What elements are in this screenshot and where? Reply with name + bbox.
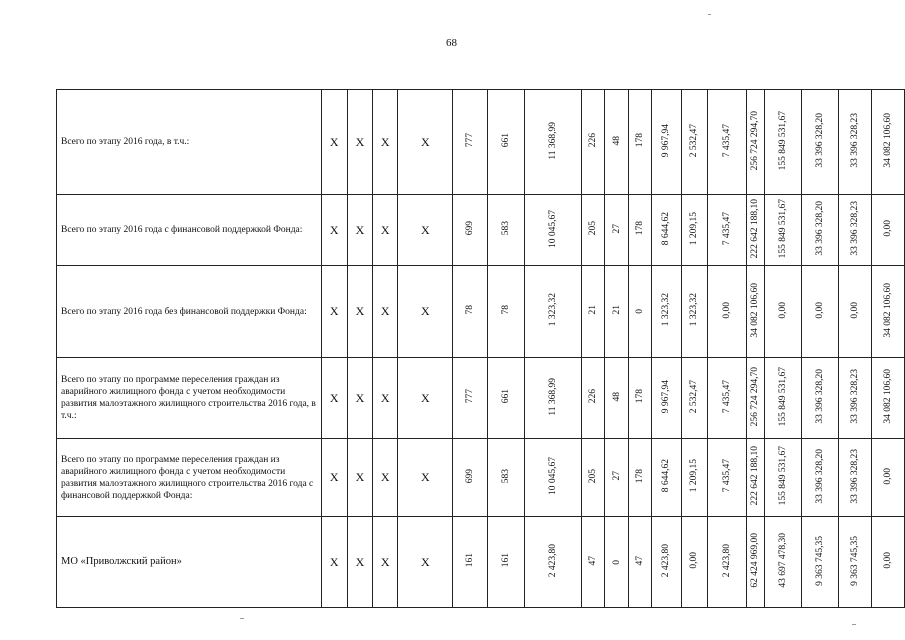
table-cell <box>628 90 651 195</box>
table-cell <box>582 195 605 266</box>
table-cell <box>321 266 347 358</box>
table-row <box>57 358 905 439</box>
table-cell <box>373 517 398 608</box>
cross-mark-cell: Х <box>355 222 365 237</box>
table-cell <box>765 266 802 358</box>
table-cell <box>347 439 372 517</box>
table-cell <box>398 439 453 517</box>
value-cell: 7 435,47 <box>721 459 732 493</box>
value-cell: 256 724 294,70 <box>750 110 761 171</box>
table-cell <box>525 439 582 517</box>
value-cell: 205 <box>588 468 599 484</box>
value-cell: 2 532,47 <box>689 379 700 414</box>
table-cell <box>582 90 605 195</box>
value-cell: 9 363 745,35 <box>814 535 825 586</box>
table-cell <box>802 195 839 266</box>
cross-mark-cell: Х <box>329 222 339 237</box>
value-cell: 178 <box>635 221 646 236</box>
value-cell: 0 <box>635 309 646 314</box>
table-cell <box>765 439 802 517</box>
table-cell <box>453 358 488 439</box>
cross-mark-cell: Х <box>421 390 430 405</box>
value-cell: 33 396 328,23 <box>849 448 860 504</box>
value-cell: 78 <box>501 305 512 315</box>
row-label: Всего по этапу 2016 года, в т.ч.: <box>57 90 322 195</box>
value-cell: 1 323,32 <box>661 293 672 327</box>
row-label: Всего по этапу 2016 года с финансовой поддержкой Фонда: <box>57 195 322 266</box>
table-cell <box>838 517 871 608</box>
value-cell: 11 368,99 <box>548 377 559 416</box>
cross-mark-cell: Х <box>380 390 390 405</box>
table-cell <box>488 439 525 517</box>
table-cell <box>605 439 628 517</box>
value-cell: 0,00 <box>689 552 700 569</box>
table-cell <box>398 266 453 358</box>
cross-mark-cell: Х <box>380 134 390 149</box>
table-cell <box>746 266 765 358</box>
cross-mark-cell: Х <box>421 134 430 149</box>
value-cell: 34 082 106,60 <box>882 369 893 424</box>
table-cell <box>605 358 628 439</box>
value-cell: 226 <box>588 389 599 404</box>
value-cell: 178 <box>635 468 646 484</box>
value-cell: 27 <box>611 223 622 234</box>
value-cell: 34 082 106,60 <box>750 282 761 338</box>
value-cell: 9 967,94 <box>661 379 672 414</box>
value-cell: 0,00 <box>882 552 893 569</box>
value-cell: 7 435,47 <box>721 211 732 246</box>
table-cell <box>488 195 525 266</box>
value-cell: 47 <box>588 555 599 566</box>
table-row <box>57 439 905 517</box>
table-cell <box>802 439 839 517</box>
table-cell <box>582 439 605 517</box>
value-cell: 8 644,62 <box>661 459 672 493</box>
table-cell <box>652 90 681 195</box>
value-cell: 2 423,80 <box>661 543 672 578</box>
value-cell: 9 967,94 <box>661 123 672 158</box>
value-cell: 27 <box>611 471 622 481</box>
table-cell <box>802 90 839 195</box>
table-cell <box>321 439 347 517</box>
cross-mark-cell: Х <box>355 470 365 484</box>
table-body <box>57 90 905 608</box>
value-cell: 0,00 <box>882 467 893 485</box>
value-cell: 48 <box>611 391 622 402</box>
table-cell <box>453 266 488 358</box>
table-cell <box>746 90 765 195</box>
value-cell: 33 396 328,23 <box>849 369 860 424</box>
value-cell: 777 <box>465 133 476 148</box>
table-cell <box>707 195 746 266</box>
table-cell <box>373 195 398 266</box>
scan-speck <box>708 14 711 15</box>
table-cell <box>681 358 707 439</box>
value-cell: 10 045,67 <box>548 457 559 495</box>
cross-mark-cell: Х <box>380 304 390 318</box>
table-cell <box>707 517 746 608</box>
value-cell: 34 082 106,60 <box>882 282 893 338</box>
table-cell <box>347 90 372 195</box>
value-cell: 583 <box>501 221 512 236</box>
table-cell <box>525 517 582 608</box>
table-cell <box>525 90 582 195</box>
table-cell <box>838 439 871 517</box>
table-cell <box>628 358 651 439</box>
table-cell <box>628 195 651 266</box>
table-cell <box>681 90 707 195</box>
table-row <box>57 195 905 266</box>
value-cell: 2 423,80 <box>548 543 559 578</box>
cross-mark-cell: Х <box>380 222 390 237</box>
table-cell <box>321 195 347 266</box>
value-cell: 43 697 478,30 <box>778 533 789 588</box>
value-cell: 1 209,15 <box>689 459 700 493</box>
table-cell <box>605 90 628 195</box>
table-cell <box>681 439 707 517</box>
table-cell <box>321 90 347 195</box>
cross-mark-cell: Х <box>329 554 339 569</box>
value-cell: 699 <box>465 221 476 236</box>
scan-speck <box>852 624 856 625</box>
value-cell: 47 <box>635 555 646 566</box>
table-cell <box>871 439 904 517</box>
table-cell <box>707 439 746 517</box>
table-cell <box>605 517 628 608</box>
value-cell: 205 <box>588 221 599 236</box>
table-cell <box>488 266 525 358</box>
table-cell <box>525 358 582 439</box>
table-cell <box>707 90 746 195</box>
table-cell <box>525 266 582 358</box>
table-cell <box>765 90 802 195</box>
value-cell: 33 396 328,23 <box>849 201 860 256</box>
cross-mark-cell: Х <box>355 390 365 405</box>
table-cell <box>871 517 904 608</box>
value-cell: 583 <box>501 468 512 484</box>
table-cell <box>681 266 707 358</box>
scan-speck <box>240 618 244 619</box>
table-cell <box>838 266 871 358</box>
table-cell <box>488 90 525 195</box>
value-cell: 178 <box>635 389 646 404</box>
value-cell: 8 644,62 <box>661 211 672 246</box>
table-cell <box>347 266 372 358</box>
table-cell <box>605 266 628 358</box>
value-cell: 0,00 <box>721 301 732 319</box>
table-row <box>57 90 905 195</box>
table-cell <box>746 195 765 266</box>
table-cell <box>765 358 802 439</box>
value-cell: 33 396 328,20 <box>814 369 825 424</box>
cross-mark-cell: Х <box>355 554 365 569</box>
table-cell <box>453 195 488 266</box>
cross-mark-cell: Х <box>329 470 339 484</box>
table-cell <box>628 517 651 608</box>
table-cell <box>652 517 681 608</box>
value-cell: 10 045,67 <box>548 209 559 248</box>
table-cell <box>453 517 488 608</box>
value-cell: 33 396 328,20 <box>814 201 825 256</box>
value-cell: 11 368,99 <box>548 121 559 160</box>
value-cell: 48 <box>611 135 622 146</box>
cross-mark-cell: Х <box>421 554 430 569</box>
row-label: Всего по этапу 2016 года без финансовой поддержки Фонда: <box>57 266 322 358</box>
value-cell: 2 532,47 <box>689 123 700 158</box>
cross-mark-cell: Х <box>380 470 390 484</box>
value-cell: 256 724 294,70 <box>750 366 761 427</box>
value-cell: 33 396 328,23 <box>849 113 860 168</box>
row-label: МО «Приволжский район» <box>57 517 322 608</box>
table-cell <box>871 90 904 195</box>
page-number: 68 <box>446 37 457 49</box>
value-cell: 9 363 745,35 <box>849 535 860 586</box>
table-cell <box>453 90 488 195</box>
cross-mark-cell: Х <box>421 470 430 484</box>
table-cell <box>347 195 372 266</box>
table-cell <box>347 517 372 608</box>
value-cell: 155 849 531,67 <box>778 446 789 506</box>
table-cell <box>838 90 871 195</box>
value-cell: 2 423,80 <box>721 543 732 578</box>
value-cell: 21 <box>588 305 599 315</box>
value-cell: 0,00 <box>814 301 825 319</box>
table-cell <box>652 195 681 266</box>
cross-mark-cell: Х <box>329 390 339 405</box>
cross-mark-cell: Х <box>355 134 365 149</box>
value-cell: 222 642 188,10 <box>750 446 761 506</box>
table-cell <box>398 358 453 439</box>
value-cell: 161 <box>501 553 512 568</box>
table-cell <box>453 439 488 517</box>
table-cell <box>488 517 525 608</box>
table-cell <box>525 195 582 266</box>
cross-mark-cell: Х <box>380 554 390 569</box>
value-cell: 0,00 <box>778 301 789 319</box>
resettlement-program-table <box>56 89 905 608</box>
table-cell <box>628 266 651 358</box>
value-cell: 1 209,15 <box>689 211 700 246</box>
value-cell: 7 435,47 <box>721 123 732 158</box>
table-cell <box>802 358 839 439</box>
table-cell <box>373 358 398 439</box>
table-cell <box>681 517 707 608</box>
table-cell <box>871 266 904 358</box>
table-cell <box>802 517 839 608</box>
table-cell <box>488 358 525 439</box>
row-label: Всего по этапу по программе переселения граждан из аварийного жилищного фонда с учетом необходимости развития малоэтажного жилищного строительства 2016 года с финансовой поддержкой Фонда: <box>57 439 322 517</box>
table-cell <box>652 358 681 439</box>
value-cell: 7 435,47 <box>721 379 732 414</box>
cross-mark-cell: Х <box>355 304 365 318</box>
table-cell <box>652 439 681 517</box>
value-cell: 0 <box>611 559 622 565</box>
value-cell: 0,00 <box>849 301 860 319</box>
value-cell: 33 396 328,20 <box>814 448 825 504</box>
table-row <box>57 266 905 358</box>
table-cell <box>746 517 765 608</box>
cross-mark-cell: Х <box>421 222 430 237</box>
table-cell <box>398 90 453 195</box>
value-cell: 1 323,32 <box>548 293 559 327</box>
table-cell <box>373 266 398 358</box>
value-cell: 699 <box>465 468 476 484</box>
value-cell: 62 424 969,00 <box>750 533 761 588</box>
value-cell: 661 <box>501 133 512 148</box>
table-cell <box>321 358 347 439</box>
table-cell <box>681 195 707 266</box>
table-cell <box>582 266 605 358</box>
value-cell: 226 <box>588 133 599 148</box>
cross-mark-cell: Х <box>329 134 339 149</box>
value-cell: 155 849 531,67 <box>778 110 789 171</box>
table-cell <box>871 195 904 266</box>
table-cell <box>605 195 628 266</box>
value-cell: 661 <box>501 389 512 404</box>
value-cell: 161 <box>465 553 476 568</box>
value-cell: 155 849 531,67 <box>778 366 789 427</box>
table-cell <box>628 439 651 517</box>
table-cell <box>321 517 347 608</box>
table-row <box>57 517 905 608</box>
table-cell <box>347 358 372 439</box>
value-cell: 21 <box>611 305 622 315</box>
value-cell: 33 396 328,20 <box>814 113 825 168</box>
table-cell <box>398 517 453 608</box>
table-cell <box>373 439 398 517</box>
value-cell: 222 642 188,10 <box>750 198 761 259</box>
row-label: Всего по этапу по программе переселения граждан из аварийного жилищного фонда с учетом необходимости развития малоэтажного жилищного строительства 2016 года, в т.ч.: <box>57 358 322 439</box>
table-cell <box>707 358 746 439</box>
table-cell <box>582 358 605 439</box>
table-cell <box>652 266 681 358</box>
table-cell <box>582 517 605 608</box>
table-cell <box>871 358 904 439</box>
value-cell: 78 <box>465 305 476 315</box>
cross-mark-cell: Х <box>329 304 339 318</box>
value-cell: 178 <box>635 133 646 148</box>
table-cell <box>746 439 765 517</box>
table-cell <box>838 195 871 266</box>
table-cell <box>838 358 871 439</box>
value-cell: 1 323,32 <box>689 293 700 327</box>
table-cell <box>746 358 765 439</box>
value-cell: 0,00 <box>882 220 893 237</box>
table-cell <box>765 195 802 266</box>
table-cell <box>765 517 802 608</box>
table-cell <box>373 90 398 195</box>
value-cell: 155 849 531,67 <box>778 198 789 259</box>
table-cell <box>707 266 746 358</box>
table-cell <box>398 195 453 266</box>
value-cell: 34 082 106,60 <box>882 113 893 168</box>
table-cell <box>802 266 839 358</box>
cross-mark-cell: Х <box>421 304 430 318</box>
value-cell: 777 <box>465 389 476 404</box>
